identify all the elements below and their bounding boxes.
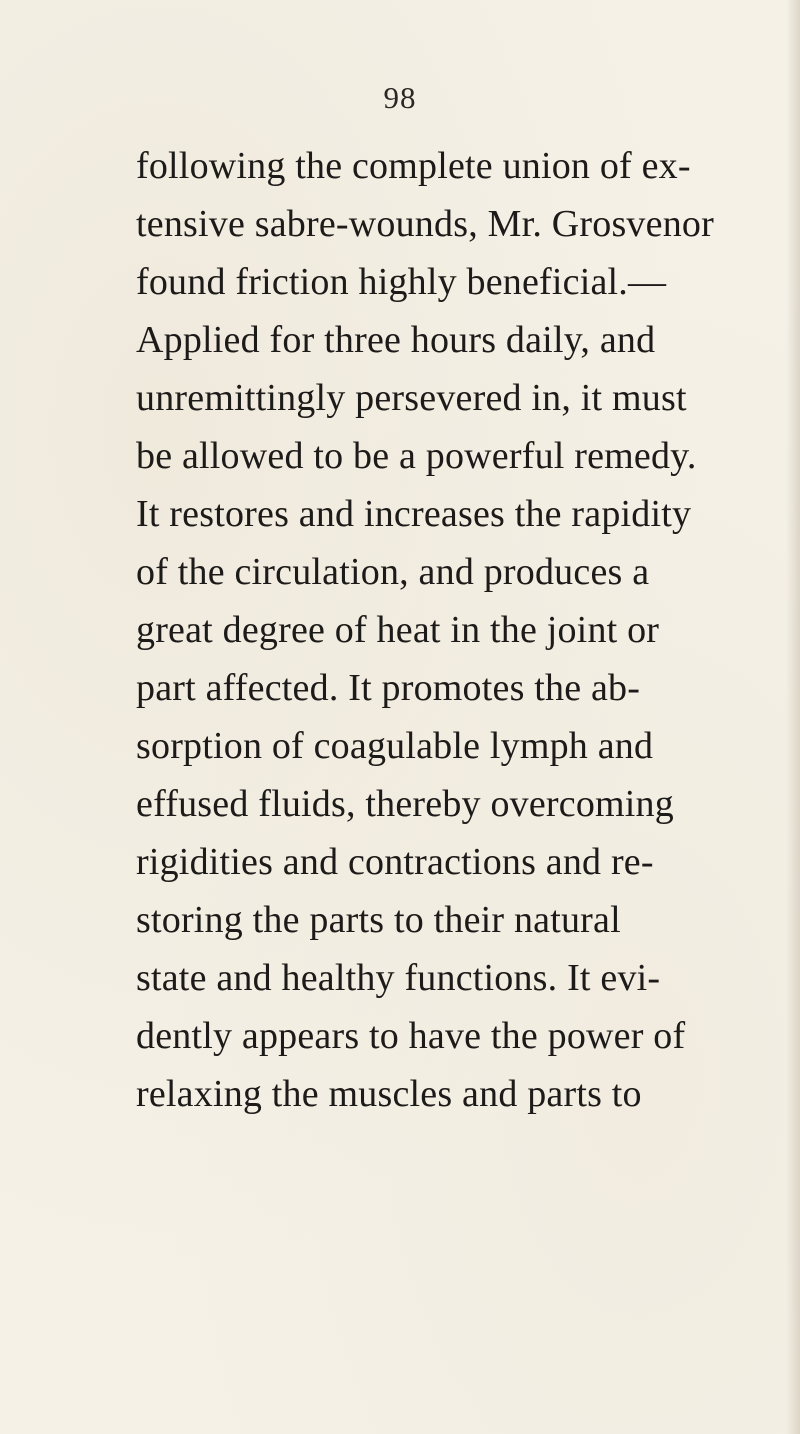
text-line: state and healthy functions. It evi-	[136, 957, 661, 999]
page-edge-shadow	[786, 0, 800, 1434]
text-line: part affected. It promotes the ab-	[136, 667, 641, 709]
body-text	[136, 137, 800, 1123]
text-line: found friction highly beneficial.—	[136, 261, 667, 303]
text-line: of the circulation, and produces a	[136, 551, 650, 593]
text-line: storing the parts to their natural	[136, 899, 621, 941]
text-line: Applied for three hours daily, and	[136, 319, 656, 361]
text-line: It restores and increases the rapidity	[136, 493, 692, 535]
text-line: tensive sabre-wounds, Mr. Grosvenor	[136, 203, 714, 245]
page-number: 98	[383, 80, 417, 115]
text-line: relaxing the muscles and parts to	[136, 1073, 642, 1115]
text-line: unremittingly persevered in, it must	[136, 377, 687, 419]
text-line: sorption of coagulable lymph and	[136, 725, 654, 767]
text-line: dently appears to have the power of	[136, 1015, 686, 1057]
text-line: effused fluids, thereby overcoming	[136, 783, 674, 825]
text-line: great degree of heat in the joint or	[136, 609, 660, 651]
text-line: following the complete union of ex-	[136, 145, 691, 187]
text-line: rigidities and contractions and re-	[136, 841, 654, 883]
text-line: be allowed to be a powerful remedy.	[136, 435, 697, 477]
